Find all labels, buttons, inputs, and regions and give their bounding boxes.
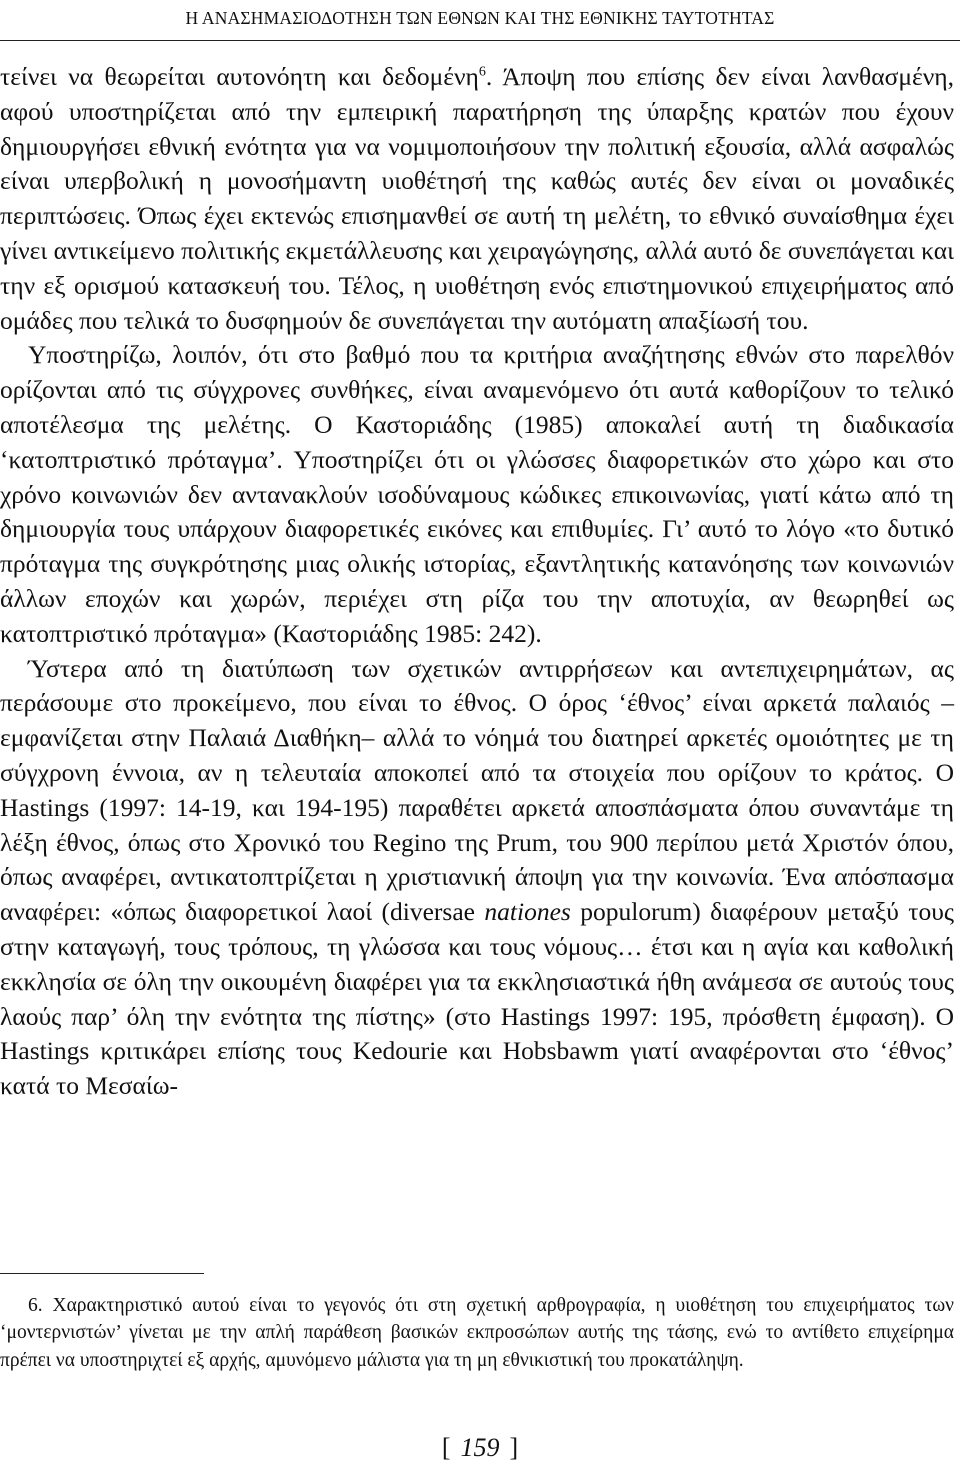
- page-number: [0, 1432, 960, 1464]
- footnote-reference-6[interactable]: 6: [478, 64, 486, 80]
- footnote-rule: [0, 1273, 204, 1274]
- paragraph-3-text-a: Ύστερα από τη διατύπωση των σχετικών αντιρρήσεων και αντεπιχειρημάτων, ας περάσουμε στο προκείμενο, που είναι το έθνος. Ο όρος ‘έθνος’ είναι αρκετά παλαιός –εμφανίζεται στην Παλαιά Διαθήκη– αλλά το νόημά του διατηρεί αρκετές ομοιότητες με τη σύγχρονη έννοια, αν η τελευταία αποκοπεί από τα στοιχεία που ορίζουν το κράτος. Ο Hastings (1997: 14-19, και 194-195) παραθέτει αρκετά αποσπάσματα όπου συναντάμε τη λέξη έθνος, όπως στο Χρονικό του Regino της Prum, του 900 περίπου μετά Χριστόν όπου, όπως αναφέρει, αντικατοπτρίζεται η χριστιανική άποψη για την κοινωνία. Ένα απόσπασμα αναφέρει: «όπως διαφορετικοί λαοί (diversae: [0, 653, 954, 927]
- page-number-left-bracket: [: [441, 1433, 451, 1462]
- paragraph-2: Υποστηρίζω, λοιπόν, ότι στο βαθμό που τα κριτήρια αναζήτησης εθνών στο παρελθόν ορίζονται από τις σύγχρονες συνθήκες, είναι αναμενόμενο ότι αυτά καθορίζουν το τελικό αποτέλεσμα της μελέτης. Ο Καστοριάδης (1985) αποκαλεί αυτή τη διαδικασία ‘κατοπτριστικό πρόταγμα’. Υποστηρίζει ότι οι γλώσσες διαφορετικών στο χώρο και στο χρόνο κοινωνιών δεν αντανακλούν ισοδύναμους κώδικες επικοινωνίας, γιατί κάτω από τη δημιουργία τους υπάρχουν διαφορετικές εικόνες και επιθυμίες. Γι’ αυτό το λόγο «το δυτικό πρόταγμα της συγκρότησης μιας ολικής ιστορίας, εξαντλητικής κατανόησης των κοινωνιών άλλων εποχών και χωρών, περιέχει στη ρίζα του την αποτυχία, αν θεωρηθεί ως κατοπτριστικό πρόταγμα» (Καστοριάδης 1985: 242).: [0, 340, 954, 648]
- page-number-value: 159: [460, 1433, 500, 1462]
- footnote-6: 6. Χαρακτηριστικό αυτού είναι το γεγονός ότι στη σχετική αρθρογραφία, η υιοθέτηση του επιχειρήματος των ‘μοντερνιστών’ γίνεται με την απλή παράθεση βασικών εκπροσώπων αυτής της τάσης, ενώ το αντίθετο επιχείρημα πρέπει να υποστηριχτεί εξ αρχής, αμυνόμενο μάλιστα για τη μη εθνικιστική του προκατάληψη.: [0, 1295, 954, 1371]
- paragraph-3-text-b: populorum) διαφέρουν μεταξύ τους στην καταγωγή, τους τρόπους, τη γλώσσα και τους νόμους… έτσι και η αγία και καθολική εκκλησία σε όλη την οικουμένη διαφέρει για τα εκκλησιαστικά ήθη ανάμεσα σε αυτούς τους λαούς παρ’ όλη την ενότητα της πίστης» (στο Hastings 1997: 195, πρόσθετη έμφαση). Ο Hastings κριτικάρει επίσης τους Kedourie και Hobsbawm γιατί αναφέρονται στο ‘έθνος’ κατά το Μεσαίω-: [0, 897, 954, 1101]
- paragraph-1-text-a: τείνει να θεωρείται αυτονόητη και δεδομένη: [0, 62, 479, 91]
- paragraph-1-text-b: . Άποψη που επίσης δεν είναι λανθασμένη, αφού υποστηρίζεται από την εμπειρική παρατήρηση της ύπαρξης κρατών που έχουν δημιουργήσει εθνική ενότητα για να νομιμοποιήσουν την πολιτική εξουσία, αλλά ασφαλώς είναι υπερβολική η μονοσήμαντη υιοθέτησή της καθώς αυτές δεν είναι οι μοναδικές περιπτώσεις. Όπως έχει εκτενώς επισημανθεί σε αυτή τη μελέτη, το εθνικό συναίσθημα έχει γίνει αντικείμενο πολιτικής εκμετάλλευσης και χειραγώγησης, αλλά αυτό δε συνεπάγεται και την εξ ορισμού κατασκευή του. Τέλος, η υιοθέτηση ενός επιστημονικού επιχειρήματος από ομάδες που τελικά το δυσφημούν δε συνεπάγεται την αυτόματη απαξίωσή του.: [0, 62, 954, 335]
- header-rule: [0, 40, 960, 41]
- running-header: Η ΑΝΑΣΗΜΑΣΙΟΔΟΤΗΣΗ ΤΩΝ ΕΘΝΩΝ ΚΑΙ ΤΗΣ ΕΘΝΙΚΗΣ ΤΑΥΤΟΤΗΤΑΣ: [185, 8, 775, 28]
- paragraph-3-italic-term: nationes: [484, 897, 571, 927]
- paragraph-3: [0, 652, 954, 1104]
- page-number-right-bracket: ]: [509, 1433, 519, 1462]
- body-text: [0, 60, 954, 1104]
- paragraph-1: [0, 60, 954, 338]
